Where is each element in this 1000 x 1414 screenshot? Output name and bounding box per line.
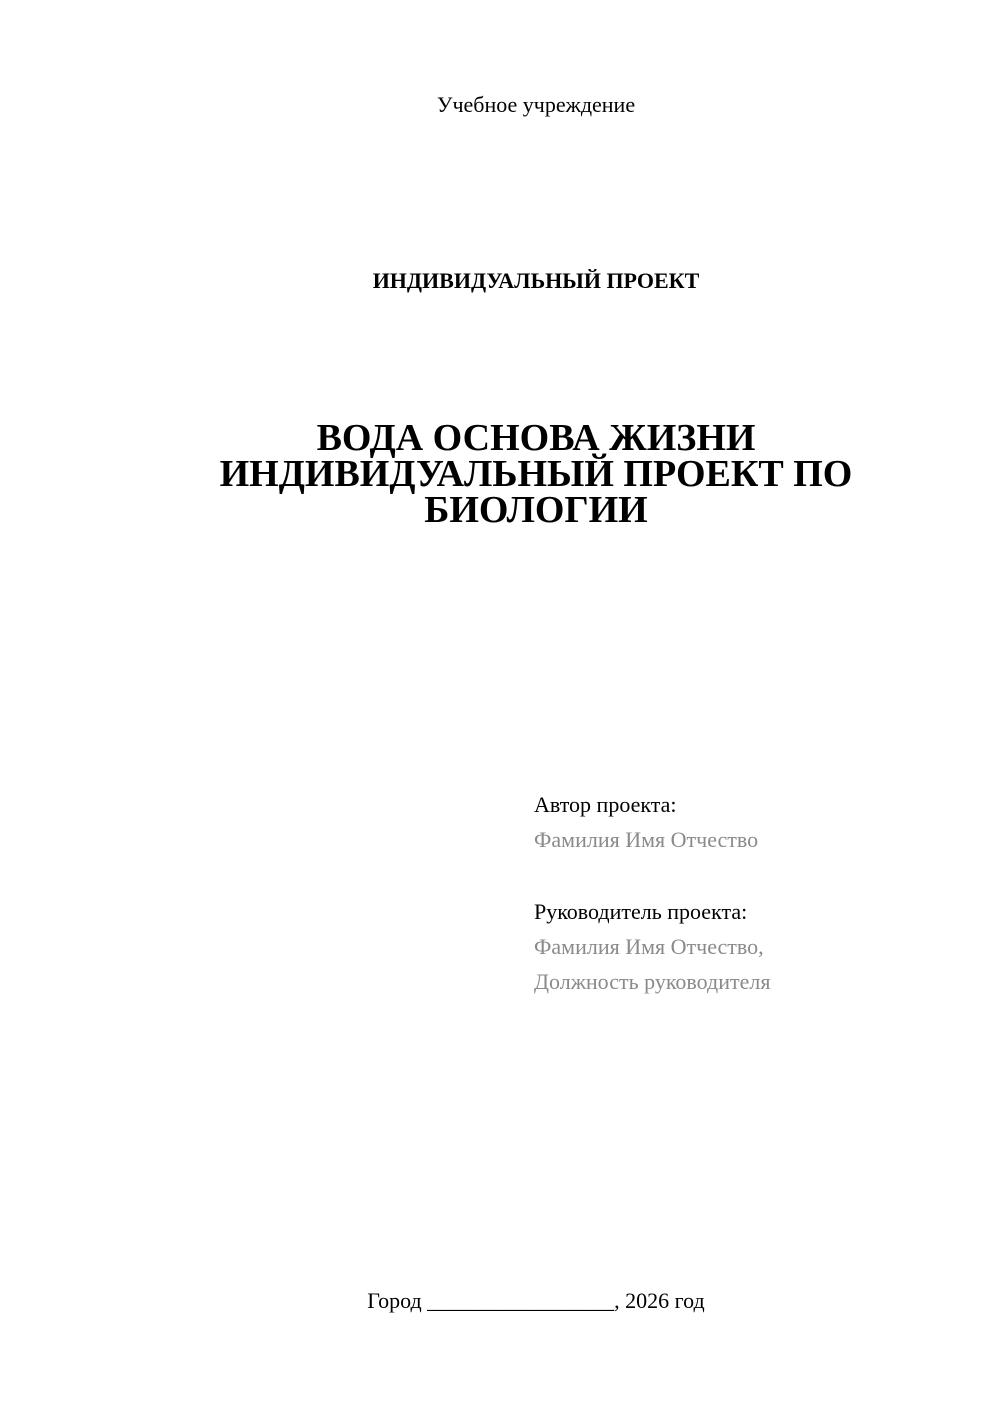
project-title xyxy=(200,417,872,531)
project-title-line-1: ВОДА ОСНОВА ЖИЗНИ xyxy=(316,417,756,459)
author-label: Автор проекта: xyxy=(534,792,677,817)
supervisor-name: Фамилия Имя Отчество, xyxy=(534,934,764,959)
supervisor-block xyxy=(534,894,770,999)
institution-name: Учебное учреждение xyxy=(436,92,636,117)
city-year-footer: Город _________________, 2026 год xyxy=(367,1288,705,1313)
project-title-line-3: БИОЛОГИИ xyxy=(424,489,648,531)
project-title-line-2: ИНДИВИДУАЛЬНЫЙ ПРОЕКТ ПО xyxy=(219,453,853,495)
supervisor-position: Должность руководителя xyxy=(534,969,771,994)
supervisor-label: Руководитель проекта: xyxy=(534,899,748,924)
document-type: ИНДИВИДУАЛЬНЫЙ ПРОЕКТ xyxy=(372,268,700,293)
author-name: Фамилия Имя Отчество xyxy=(534,827,759,852)
author-block xyxy=(534,787,758,857)
